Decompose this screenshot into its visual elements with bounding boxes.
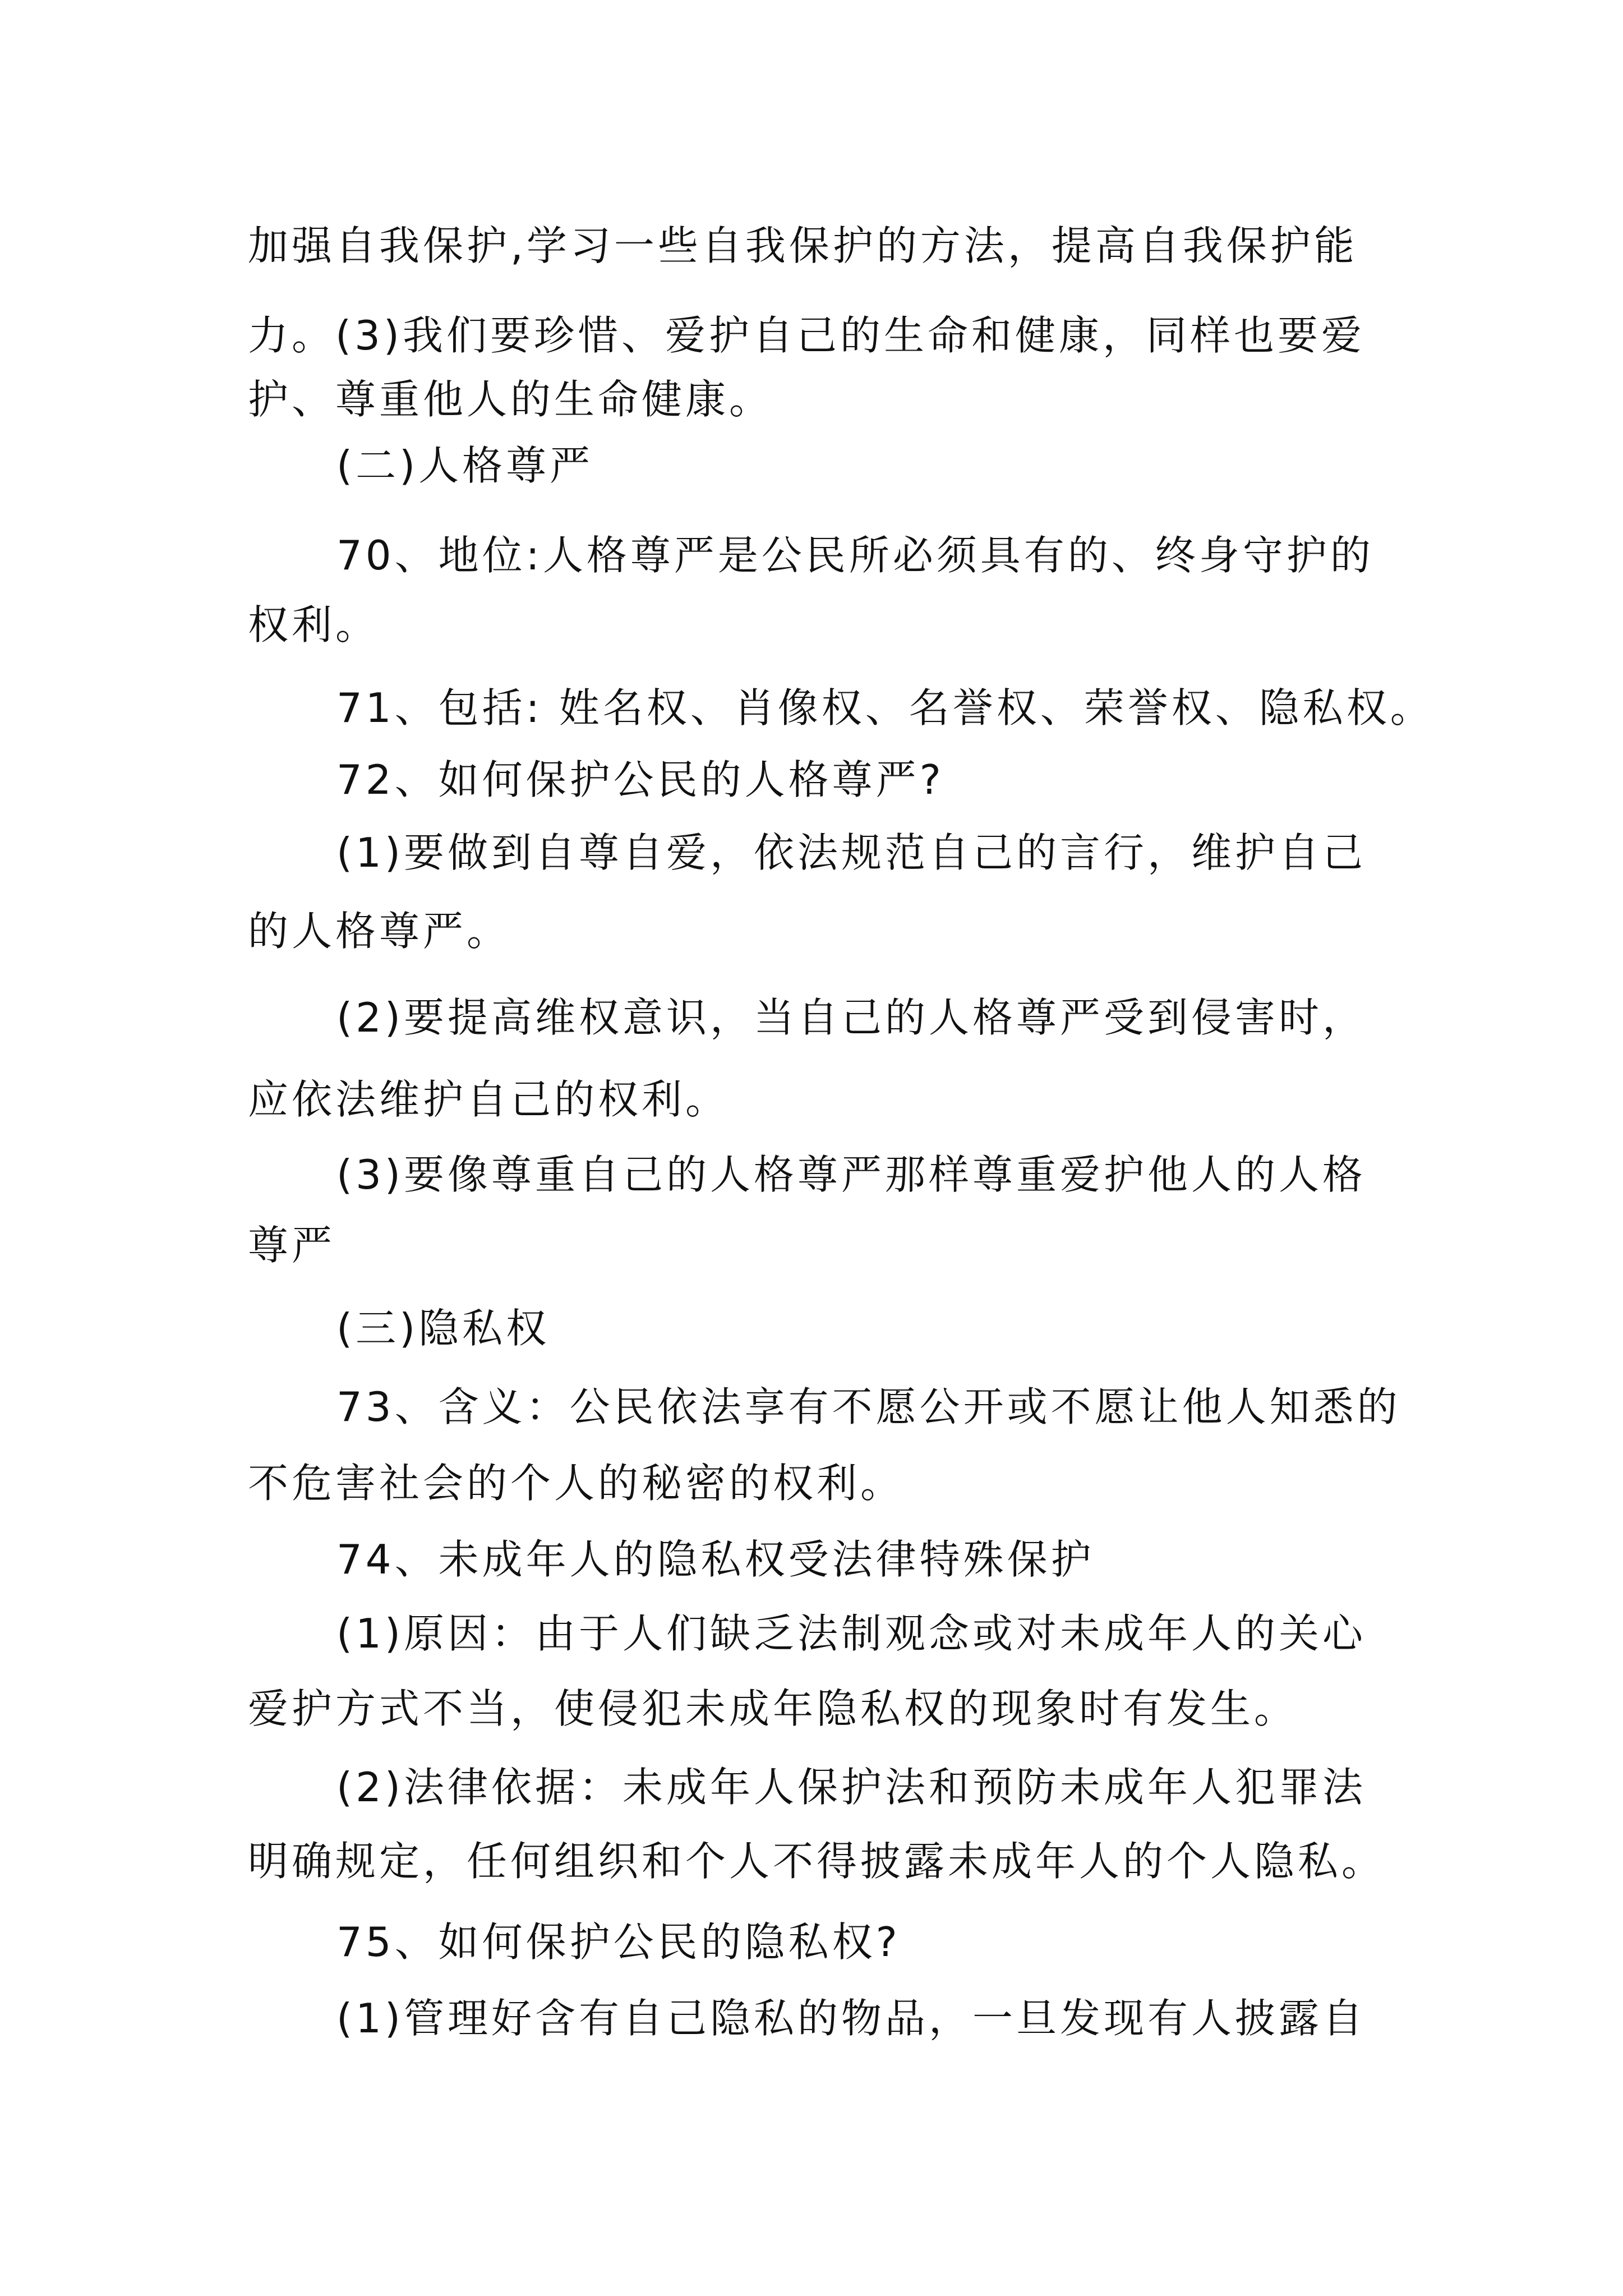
text-line: 尊严 [248,1222,336,1269]
text-line: 71、包括: 姓名权、肖像权、名誉权、荣誉权、隐私权。 [336,684,1434,731]
text-line: 70、地位:人格尊严是公民所必须具有的、终身守护的 [336,532,1374,579]
text-line: (1)原因：由于人们缺乏法制观念或对未成年人的关心 [336,1610,1366,1657]
text-line: 74、未成年人的隐私权受法律特殊保护 [336,1536,1095,1583]
text-line: (2)法律依据：未成年人保护法和预防未成年人犯罪法 [336,1764,1366,1811]
text-line: 权利。 [248,601,380,648]
section-heading: (三)隐私权 [336,1305,550,1352]
text-line: (3)要像尊重自己的人格尊严那样尊重爱护他人的人格 [336,1151,1366,1198]
text-line: 75、如何保护公民的隐私权? [336,1918,901,1966]
text-line: 的人格尊严。 [248,908,511,955]
text-line: 加强自我保护,学习一些自我保护的方法，提高自我保护能 [248,222,1358,269]
section-heading: (二)人格尊严 [336,442,594,489]
text-line: 明确规定，任何组织和个人不得披露未成年人的个人隐私。 [248,1838,1386,1885]
text-line: 爱护方式不当，使侵犯未成年隐私权的现象时有发生。 [248,1685,1298,1732]
text-line: 护、尊重他人的生命健康。 [248,376,773,423]
text-line: (1)要做到自尊自爱，依法规范自己的言行，维护自己 [336,829,1366,876]
text-line: 73、含义：公民依法享有不愿公开或不愿让他人知悉的 [336,1383,1401,1430]
text-line: (2)要提高维权意识，当自己的人格尊严受到侵害时， [336,994,1366,1041]
text-line: 应依法维护自己的权利。 [248,1076,730,1123]
text-line: 力。(3)我们要珍惜、爱护自己的生命和健康，同样也要爱 [248,312,1365,359]
text-line: (1)管理好含有自己隐私的物品，一旦发现有人披露自 [336,1995,1366,2042]
text-line: 不危害社会的个人的秘密的权利。 [248,1460,905,1507]
text-line: 72、如何保护公民的人格尊严? [336,756,944,803]
